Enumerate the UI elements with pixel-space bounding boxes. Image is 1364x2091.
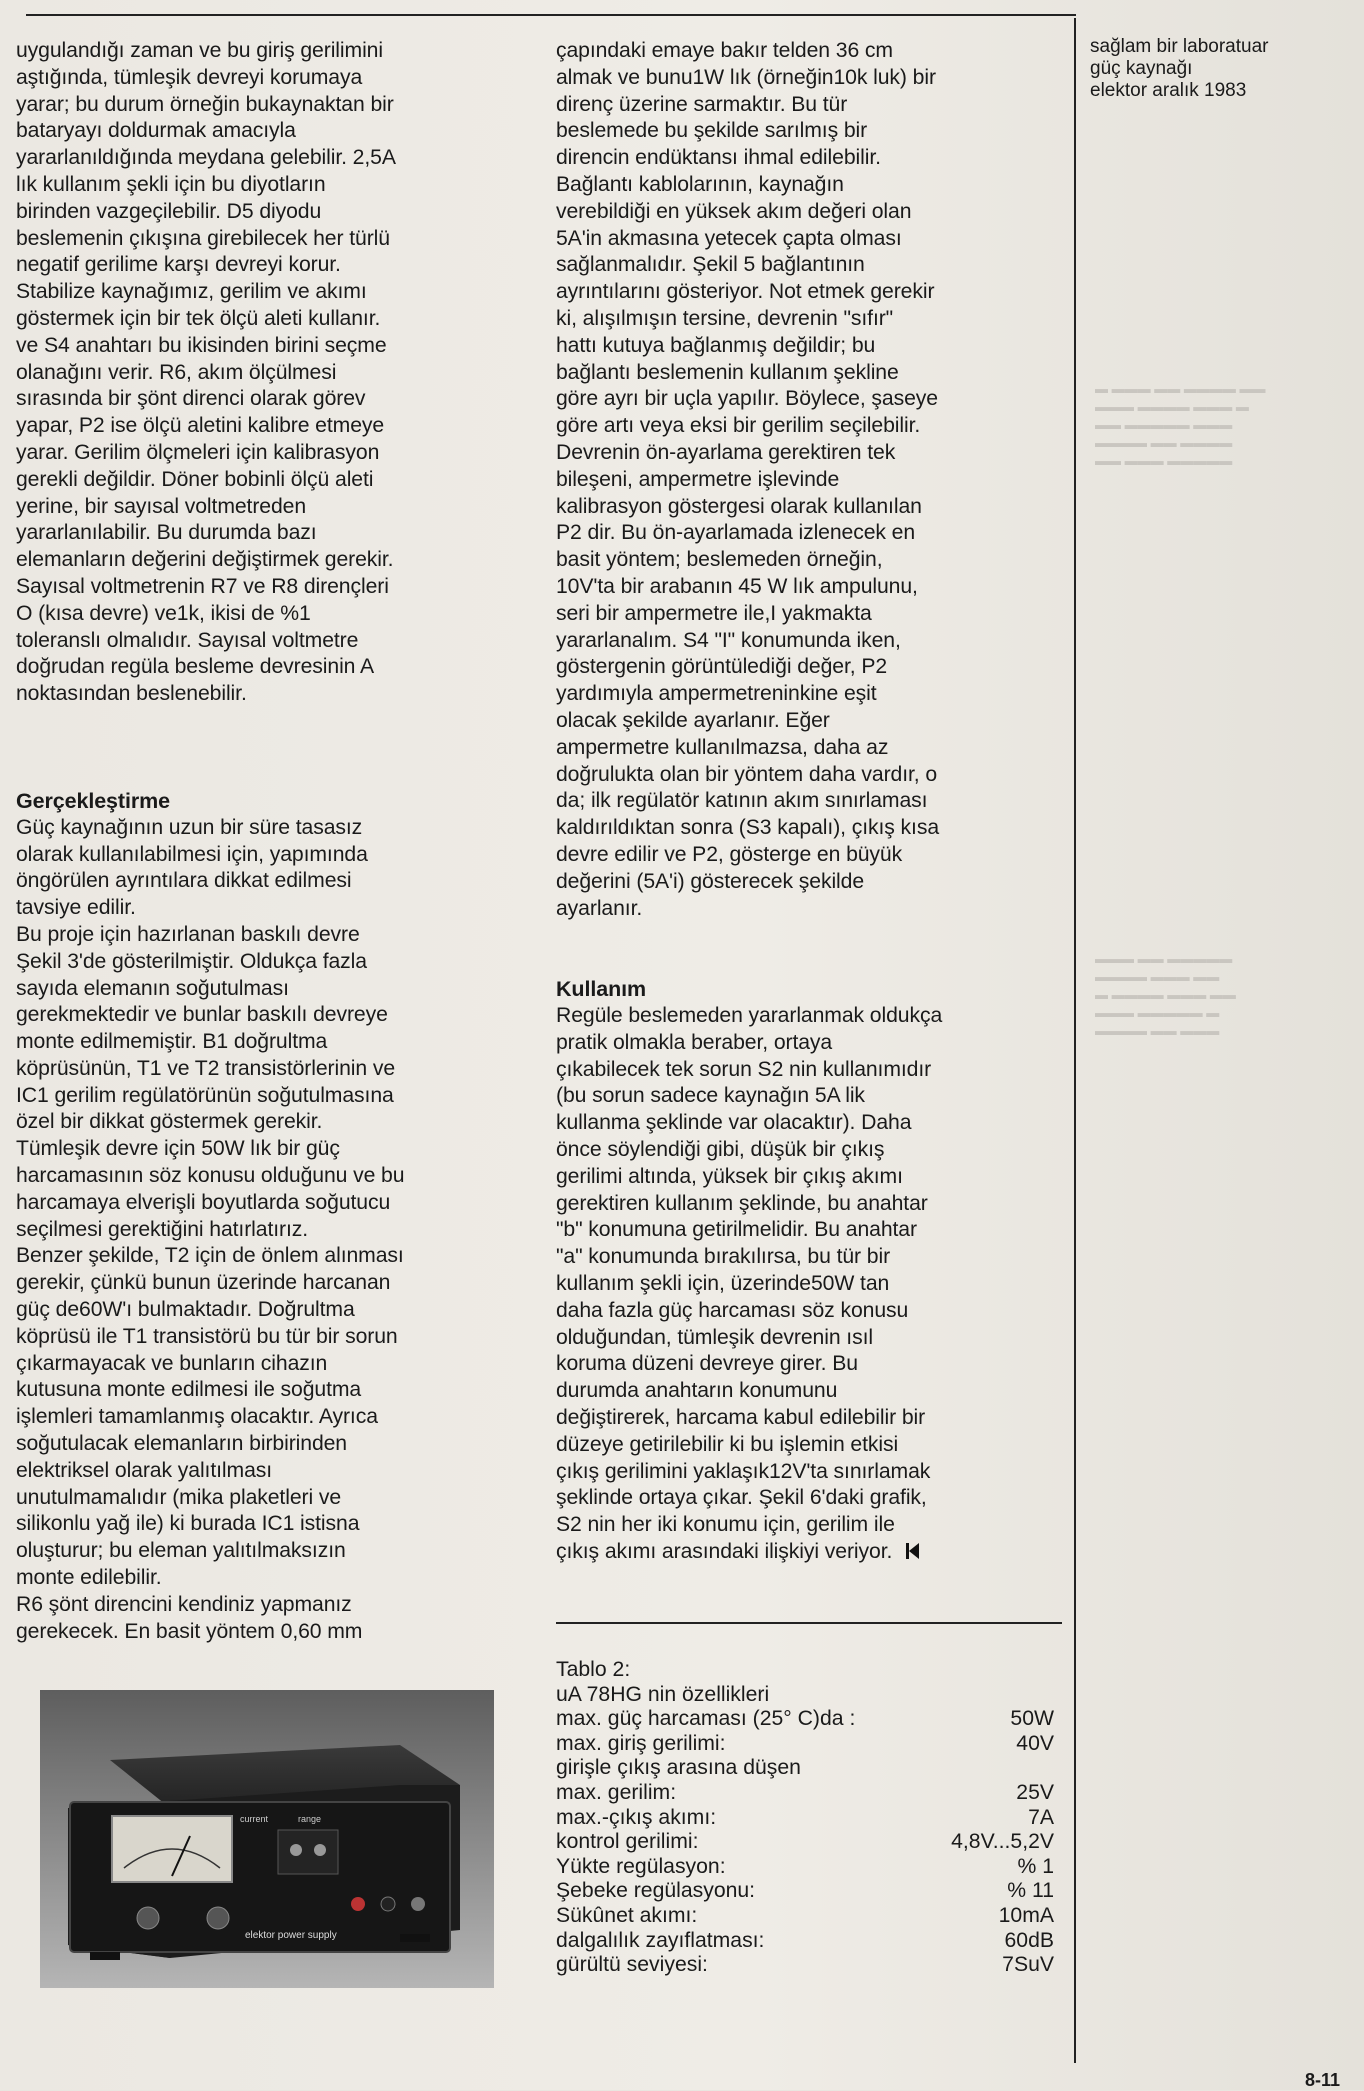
range-caption: range [298,1814,322,1824]
table-row [556,1953,1054,1978]
table-row [556,1707,1054,1732]
row-label: Yükte regülasyon: [556,1854,726,1878]
middle-paragraph-2 [556,1003,1066,1566]
left-column [16,38,556,1645]
table-row [556,1879,1054,1904]
table-subtitle: uA 78HG nin özellikleri [556,1682,770,1706]
table-row [556,1756,1054,1781]
middle-paragraph-2-text: Regüle beslemeden yararlanmak oldukça pratik olmakla beraber, ortaya çıkabilecek tek sorun S2 nin kullanımıdır (bu sorun sadece kaynağın 5A lik kullanma şeklinde var olacaktır). Daha önce söylendiği gibi, düşük bir çıkış gerilimi altında, yüksek bir çıkış akımı gerektiren kullanım şeklinde, bu anahtar "b" konumuna getirilmelidir. Bu anahtar "a" konumunda bırakılırsa, bu tür bir kullanım şekli için, üzerinde50W tan daha fazla güç harcaması söz konusu olduğundan, tümleşik devrenin ısıl koruma düzeni devreye girer. Bu durumda anahtarın konumunu değiştirerek, harcama kabul edilebilir bir düzeye getirilebilir ki bu işlemin etkisi çıkış gerilimini yaklaşık12V'ta sınırlamak şeklinde ortaya çıkar. Şekil 6'daki grafik, S2 nin her iki konumu için, gerilim ile çıkış akımı arasındaki ilişkiyi veriyor. [556,1004,943,1564]
row-label: max. gerilim: [556,1780,677,1804]
left-paragraph-2: Güç kaynağının uzun bir süre tasasız olarak kullanılabilmesi için, yapımında öngörülen ayrıntılara dikkat edilmesi tavsiye edilir. Bu proje için hazırlanan baskılı devre Şekil 3'de gösterilmiştir. Oldukça fazla sayıda elemanın soğutulması gerekmektedir ve bunlar baskılı devreye monte edilmemiştir. B1 doğrultma köprüsünün, T1 ve T2 transistörlerinin ve IC1 gerilim regülatörünün soğutulmasına özel bir dikkat göstermek gerekir. Tümleşik devre için 50W lık bir güç harcamasının söz konusu olduğunu ve bu harcamaya elverişli boyutlarda soğutucu seçilmesi gerektiğini hatırlatırız. Benzer şekilde, T2 için de önlem alınması gerekir, çünkü bunun üzerinde harcanan güç de60W'ı bulmaktadır. Doğrultma köprüsü ile T1 transistörü bu tür bir sorun çıkarmayacak ve bunların cihazın kutusuna monte edilmesi ile soğutma işlemleri tamamlanmış olacaktır. Ayrıca soğutulacak elemanların birbirinden elektriksel olarak yalıtılması unutulmamalıdır (mika plaketleri ve silikonlu yağ ile) ki burada IC1 istisna oluşturur; bu eleman yalıtılmaksızın monte edilebilir. R6 şönt direncini kendiniz yapmanız gerekecek. En basit yöntem 0,60 mm [16,815,405,1643]
spec-table [556,1658,1054,1978]
page-number: 8-11 [1305,2070,1341,2090]
table-row [556,1806,1054,1831]
row-value: 25V [1016,1780,1054,1804]
row-label: Sükûnet akımı: [556,1903,698,1927]
range-switch-panel [278,1830,338,1874]
row-label: Şebeke regülasyonu: [556,1879,756,1903]
caption-line: sağlam bir laboratuar [1090,36,1269,57]
caption-line: elektor aralık 1983 [1090,80,1247,101]
bleed-through-text: ▬ ▬▬▬ ▬▬ ▬▬▬▬ ▬▬ ▬▬▬ ▬▬▬▬ ▬▬▬ ▬ ▬▬ ▬▬▬▬▬ ▬▬▬ ▬▬▬▬ ▬▬ ▬▬▬▬ ▬▬ ▬▬▬ ▬▬▬▬▬ [1095,381,1266,468]
row-label: girişle çıkış arasına düşen [556,1756,801,1780]
caption-line: güç kaynağı [1090,58,1193,79]
row-value: 10mA [998,1903,1054,1927]
row-label: max. giriş gerilimi: [556,1731,726,1755]
table-row [556,1929,1054,1954]
section-heading-gerceklestirme: Gerçekleştirme [16,788,170,813]
spacer [556,922,1066,976]
meter-caption: current [240,1814,269,1824]
output-terminal-gnd [411,1897,425,1911]
sidebar-caption [1090,36,1350,102]
voltage-knob [137,1907,159,1929]
table-row [556,1781,1054,1806]
switch-knob [290,1844,302,1856]
row-value: 4,8V...5,2V [951,1830,1054,1854]
row-value: 60dB [1004,1928,1054,1952]
table-row [556,1904,1054,1929]
row-label: max. güç harcaması (25° C)da : [556,1707,856,1731]
row-value: 7SuV [1002,1953,1054,1977]
row-value: 40V [1016,1731,1054,1755]
row-label: max.-çıkış akımı: [556,1805,717,1829]
end-of-article-icon [906,1542,920,1560]
table-row [556,1732,1054,1757]
middle-column [556,38,1066,1566]
table-separator-rule [556,1622,1062,1624]
row-value: % 1 [1017,1854,1054,1878]
row-value: % 11 [1007,1879,1054,1903]
section-heading-kullanim: Kullanım [556,977,646,1002]
foot [400,1934,430,1942]
bleed-through-text-2: ▬▬▬ ▬▬ ▬▬▬▬▬ ▬▬▬▬ ▬▬▬ ▬▬ ▬ ▬▬▬▬ ▬▬▬ ▬▬ ▬▬▬ ▬▬▬▬▬ ▬ ▬▬▬▬ ▬▬ ▬▬▬ [1095,951,1236,1038]
row-value: 50W [1010,1707,1054,1731]
output-terminal-black [381,1897,395,1911]
front-label: elektor power supply [245,1930,337,1941]
switch-knob [314,1844,326,1856]
top-rule [26,14,1076,16]
power-supply-photo [40,1690,494,1988]
row-value: 7A [1028,1805,1054,1829]
row-label: dalgalılık zayıflatması: [556,1928,765,1952]
left-paragraph-1: uygulandığı zaman ve bu giriş gerilimini aştığında, tümleşik devreyi korumaya yarar; bu durum örneğin bukaynaktan bir bataryayı doldurmak amacıyla yararlanıldığında meydana gelebilir. 2,5A lık kullanım şekli için bu diyotların birinden vazgeçilebilir. D5 diyodu beslemenin çıkışına girebilecek her türlü negatif gerilime karşı devreyi korur. Stabilize kaynağımız, gerilim ve akımı göstermek için bir tek ölçü aleti kullanır. ve S4 anahtarı bu ikisinden birini seçme olanağını verir. R6, akım ölçülmesi sırasında bir şönt direnci olarak görev yapar, P2 ise ölçü aletini kalibre etmeye yarar. Gerilim ölçmeleri için kalibrasyon gerekli değildir. Döner bobinli ölçü aleti yerine, bir sayısal voltmetreden yararlanılabilir. Bu durumda bazı elemanların değerini değiştirmek gerekir. Sayısal voltmetrenin R7 ve R8 dirençleri O (kısa devre) ve1k, ikisi de %1 toleranslı olmalıdır. Sayısal voltmetre doğrudan regüla besleme devresinin A noktasından beslenebilir. [16,39,396,706]
current-knob [207,1907,229,1929]
table-title: Tablo 2: [556,1658,631,1681]
row-label: kontrol gerilimi: [556,1830,699,1854]
column-divider [1074,18,1076,2063]
row-label: gürültü seviyesi: [556,1953,708,1977]
table-row [556,1830,1054,1855]
middle-paragraph-1: çapındaki emaye bakır telden 36 cm almak ve bunu1W lık (örneğin10k luk) bir direnç üzerine sarmaktır. Bu tür beslemede bu şekilde sarılmış bir direncin endüktansı ihmal edilebilir. Bağlantı kablolarının, kaynağın verebildiği en yüksek akım değeri olan 5A'in akmasına yetecek çapta olması sağlanmalıdır. Şekil 5 bağlantının ayrıntılarını gösteriyor. Not etmek gerekir ki, alışılmışın tersine, devrenin "sıfır" hattı kutuya bağlanmış değildir; bu bağlantı beslemenin kullanım şekline göre ayrı bir uçla yapılır. Böylece, şaseye göre artı veya eksi bir gerilim seçilebilir. Devrenin ön-ayarlama gerektiren tek bileşeni, ampermetre işlevinde kalibrasyon göstergesi olarak kullanılan P2 dir. Bu ön-ayarlamada izlenecek en basit yöntem; beslemeden örneğin, 10V'ta bir arabanın 45 W lık ampulunu, seri bir ampermetre ile,I yakmakta yararlanalım. S4 "I" konumunda iken, göstergenin görüntülediği değer, P2 yardımıyla ampermetreninkine eşit olacak şekilde ayarlanır. Eğer ampermetre kullanılmazsa, daha az doğrulukta olan bir yöntem daha vardır, o da; ilk regülatör katının akım sınırlaması kaldırıldıktan sonra (S3 kapalı), çıkış kısa devre edilir ve P2, gösterge en büyük değerini (5A'i) gösterecek şekilde ayarlanır. [556,39,940,920]
spacer [16,708,556,788]
table-row [556,1855,1054,1880]
output-terminal-red [351,1897,365,1911]
foot [90,1952,120,1960]
